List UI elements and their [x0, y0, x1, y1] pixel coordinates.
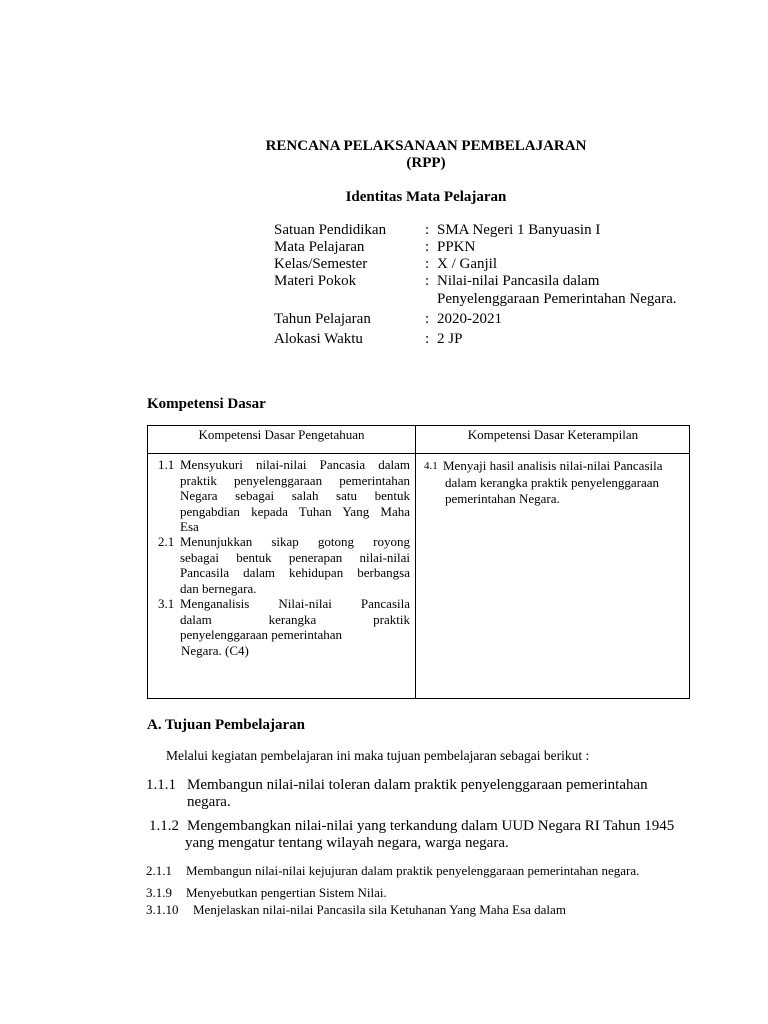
- identity-label: Alokasi Waktu: [274, 331, 363, 347]
- identity-separator: :: [425, 222, 430, 238]
- kd-line: dan bernegara.: [180, 580, 257, 596]
- kd-line: dalam kerangka praktik: [180, 611, 410, 627]
- kd-item-number: 1.1: [158, 457, 175, 472]
- kd-item-number: 3.1: [158, 596, 175, 611]
- tujuan-text: Membangun nilai-nilai toleran dalam praktik penyelenggaraan pemerintahan: [187, 777, 648, 793]
- identity-separator: :: [425, 331, 430, 347]
- identity-value: SMA Negeri 1 Banyuasin I: [437, 222, 601, 238]
- tujuan-number: 1.1.2: [149, 818, 179, 834]
- identity-separator: :: [425, 256, 430, 272]
- tujuan-number: 1.1.1: [146, 777, 176, 793]
- section-heading-tujuan: A. Tujuan Pembelajaran: [147, 717, 305, 733]
- kd-line: Menunjukkan sikap gotong royong: [180, 534, 410, 549]
- identity-separator: :: [425, 311, 430, 327]
- document-title: RENCANA PELAKSANAAN PEMBELAJARAN: [265, 138, 587, 154]
- kd-line: pengabdian kepada Tuhan Yang Maha: [180, 503, 410, 519]
- kompetensi-table: [147, 425, 690, 699]
- identity-value: X / Ganjil: [437, 256, 497, 272]
- tujuan-number: 3.1.9: [146, 885, 172, 900]
- tujuan-number: 2.1.1: [146, 863, 172, 878]
- identity-value: PPKN: [437, 239, 476, 255]
- identity-label: Satuan Pendidikan: [274, 222, 387, 238]
- kd-line: dalam kerangka praktik penyelenggaraan: [445, 474, 660, 490]
- identity-label: Mata Pelajaran: [274, 239, 365, 255]
- kd-line: praktik penyelenggaraan pemerintahan: [180, 472, 410, 488]
- identity-value: Nilai-nilai Pancasila dalam: [437, 273, 600, 289]
- kd-line: Menganalisis Nilai-nilai Pancasila: [180, 596, 410, 611]
- document-subtitle: Identitas Mata Pelajaran: [345, 189, 507, 205]
- identity-label: Materi Pokok: [274, 273, 357, 289]
- column-header-keterampilan: Kompetensi Dasar Keterampilan: [467, 427, 639, 442]
- tujuan-text-continued: negara.: [187, 794, 231, 810]
- kd-line: Menyaji hasil analisis nilai-nilai Pancasila: [443, 458, 663, 473]
- kd-item-number: 2.1: [158, 534, 175, 549]
- kd-line: Mensyukuri nilai-nilai Pancasia dalam: [180, 457, 410, 472]
- kd-item-text: [180, 457, 410, 535]
- kd-line: penyelenggaraan pemerintahan: [180, 627, 343, 642]
- kd-line: Negara. (C4): [181, 642, 249, 658]
- column-header-pengetahuan: Kompetensi Dasar Pengetahuan: [198, 427, 365, 442]
- tujuan-text: Menyebutkan pengertian Sistem Nilai.: [186, 885, 387, 900]
- kd-line: sebagai bentuk penerapan nilai-nilai: [180, 549, 410, 565]
- document-title-abbr: (RPP): [406, 155, 446, 171]
- tujuan-text-continued: yang mengatur tentang wilayah negara, warga negara.: [185, 835, 509, 851]
- tujuan-text: Mengembangkan nilai-nilai yang terkandung dalam UUD Negara RI Tahun 1945: [187, 818, 675, 834]
- kd-line: pemerintahan Negara.: [445, 491, 560, 506]
- kd-item-number: 4.1: [424, 460, 438, 472]
- section-heading-kompetensi: Kompetensi Dasar: [147, 396, 266, 412]
- identity-separator: :: [425, 239, 430, 255]
- kd-line: Pancasila dalam kehidupan berbangsa: [180, 565, 410, 580]
- identity-value: 2 JP: [437, 331, 463, 347]
- identity-separator: :: [425, 273, 430, 289]
- tujuan-intro: Melalui kegiatan pembelajaran ini maka tujuan pembelajaran sebagai berikut :: [166, 748, 590, 763]
- table-divider: [415, 426, 416, 698]
- tujuan-text: Membangun nilai-nilai kejujuran dalam praktik penyelenggaraan pemerintahan negara.: [186, 863, 640, 878]
- tujuan-number: 3.1.10: [146, 902, 179, 917]
- identity-value-continued: Penyelenggaraan Pemerintahan Negara.: [437, 291, 677, 307]
- kd-line: Esa: [180, 519, 199, 534]
- identity-label: Tahun Pelajaran: [274, 311, 371, 327]
- kd-item-text: [443, 458, 686, 508]
- table-divider: [148, 453, 689, 454]
- tujuan-text: Menjelaskan nilai-nilai Pancasila sila Ketuhanan Yang Maha Esa dalam: [193, 902, 566, 917]
- kd-item-text: [180, 534, 410, 596]
- kd-line: Negara sebagai salah satu bentuk: [180, 488, 410, 503]
- kd-item-text: [180, 596, 410, 658]
- identity-label: Kelas/Semester: [274, 256, 368, 272]
- identity-value: 2020-2021: [437, 311, 502, 327]
